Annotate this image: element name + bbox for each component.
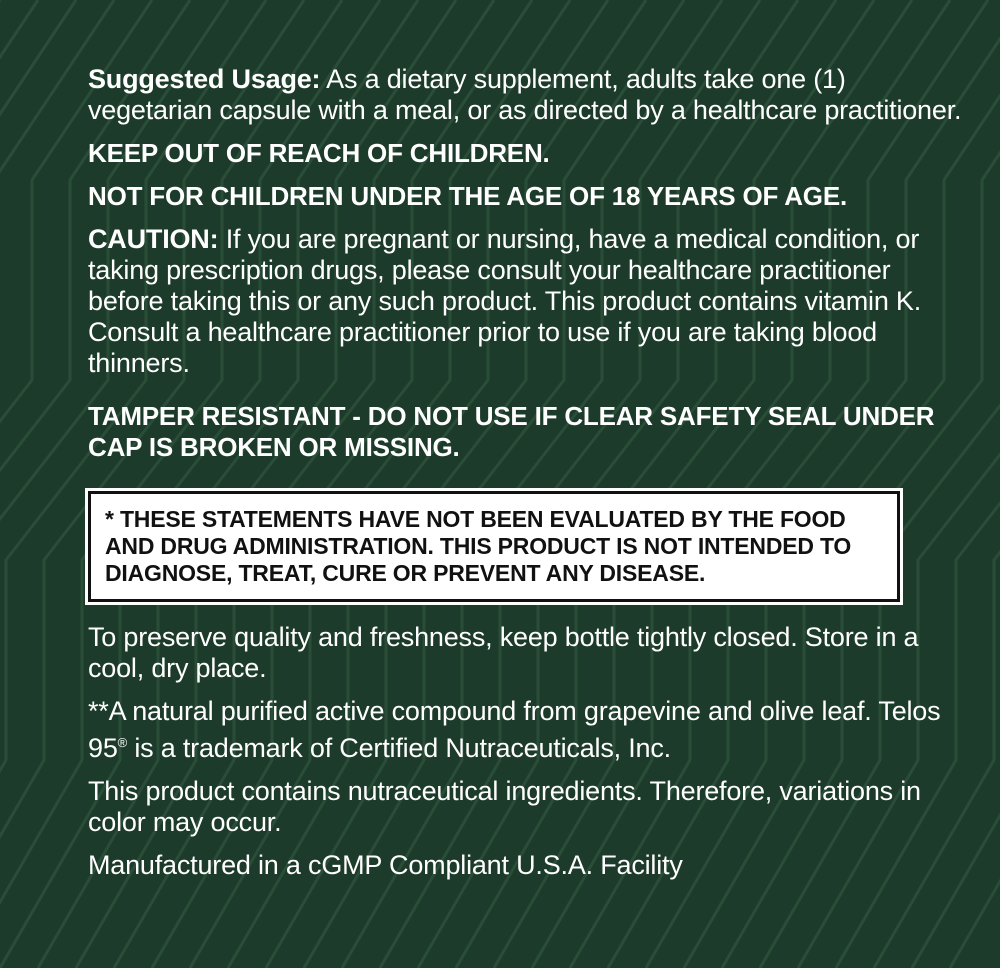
suggested-usage-text: As a dietary supplement, adults take one (1) vegetarian capsule with a meal, or as directed by a healthcare practitioner. [88, 64, 962, 125]
caution-text: If you are pregnant or nursing, have a medical condition, or taking prescription drugs, please consult your healthcare practitioner before taking this or any such product. This product contains vitamin K. Consult a healthcare practitioner prior to use if you are taking blood thinners. [88, 224, 922, 378]
suggested-usage-heading: Suggested Usage: [88, 64, 321, 94]
variation-note: This product contains nutraceutical ingredients. Therefore, variations in color may occur. [88, 776, 921, 837]
suggested-usage-paragraph [88, 64, 968, 126]
label-content [88, 64, 968, 893]
age-restriction-warning: NOT FOR CHILDREN UNDER THE AGE OF 18 YEARS OF AGE. [88, 181, 847, 211]
storage-instructions: To preserve quality and freshness, keep bottle tightly closed. Store in a cool, dry place. [88, 622, 919, 683]
registered-mark: ® [117, 735, 128, 750]
keep-out-of-reach-warning: KEEP OUT OF REACH OF CHILDREN. [88, 138, 550, 168]
fda-disclaimer-text: * THESE STATEMENTS HAVE NOT BEEN EVALUATED BY THE FOOD AND DRUG ADMINISTRATION. THIS PRODUCT IS NOT INTENDED TO DIAGNOSE, TREAT, CURE OR PREVENT ANY DISEASE. [105, 506, 852, 586]
caution-heading: CAUTION: [88, 224, 219, 254]
compound-note-text: **A natural purified active compound from grapevine and olive leaf. Telos 95 [88, 696, 941, 763]
compound-note-trademark: is a trademark of Certified Nutraceuticals, Inc. [127, 733, 671, 763]
compound-note [88, 696, 968, 764]
manufacturing-note: Manufactured in a cGMP Compliant U.S.A. Facility [88, 850, 683, 880]
fda-disclaimer-box [88, 491, 900, 602]
caution-paragraph [88, 224, 968, 379]
tamper-warning: TAMPER RESISTANT - DO NOT USE IF CLEAR SAFETY SEAL UNDER CAP IS BROKEN OR MISSING. [88, 401, 935, 462]
